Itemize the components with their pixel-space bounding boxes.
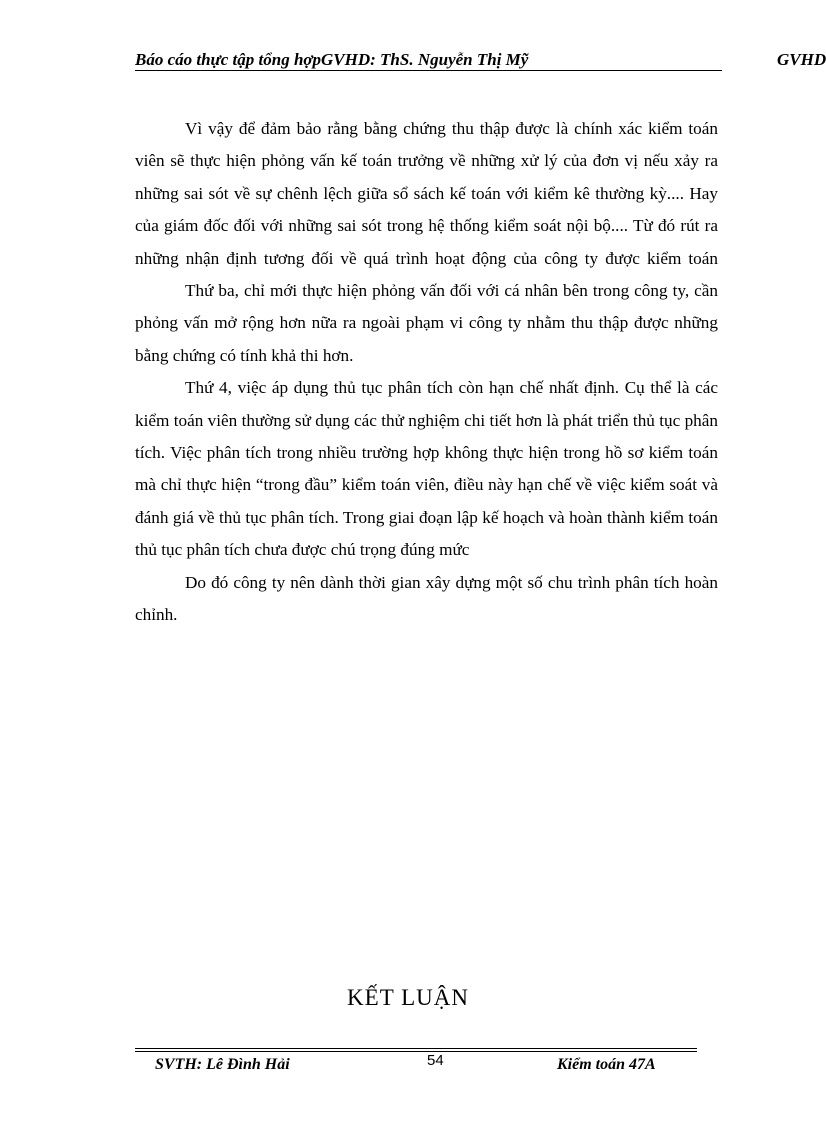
footer-class-name: Kiểm toán 47A xyxy=(557,1056,656,1073)
paragraph-third-point: Thứ ba, chỉ mới thực hiện phỏng vấn đối với cá nhân bên trong công ty, cần phỏng vấn mở rộng hơn nữa ra ngoài phạm vi công ty nhằm thu thập được những bằng chứng có tính khả thi hơn. xyxy=(135,281,718,365)
footer-student-name: SVTH: Lê Đình Hải xyxy=(155,1056,290,1073)
document-body xyxy=(135,113,718,632)
header-rule xyxy=(135,70,722,71)
conclusion-heading: KẾT LUẬN xyxy=(347,985,469,1010)
page-footer xyxy=(135,1054,697,1076)
paragraph-recommendation: Do đó công ty nên dành thời gian xây dựng một số chu trình phân tích hoàn chỉnh. xyxy=(135,572,718,625)
page-number: 54 xyxy=(427,1052,444,1069)
header-right-text: GVHD xyxy=(777,50,826,69)
paragraph-interview: Vì vậy để đảm bảo rằng bằng chứng thu thập được là chính xác kiểm toán viên sẽ thực hiện phỏng vấn kế toán trưởng về những xử lý của đơn vị nếu xảy ra những sai sót về sự chênh lệch giữa sổ sách kế toán với kiểm kê thường kỳ.... Hay của giám đốc đối với những sai sót trong hệ thống kiểm soát nội bộ.... Từ đó rút ra những nhận định tương đối về quá trình hoạt động của công ty được kiểm toán xyxy=(135,119,718,268)
footer-rule xyxy=(135,1048,697,1052)
header-title: Báo cáo thực tập tổng hợpGVHD: ThS. Nguyễn Thị Mỹ xyxy=(135,50,529,69)
paragraph-fourth-point: Thứ 4, việc áp dụng thủ tục phân tích còn hạn chế nhất định. Cụ thể là các kiểm toán viên thường sử dụng các thử nghiệm chi tiết hơn là phát triển thủ tục phân tích. Việc phân tích trong nhiều trường hợp không thực hiện trong hồ sơ kiểm toán mà chỉ thực hiện “trong đầu” kiểm toán viên, điều này hạn chế về việc kiểm soát và đánh giá về thủ tục phân tích. Trong giai đoạn lập kế hoạch và hoàn thành kiểm toán thủ tục phân tích chưa được chú trọng đúng mức xyxy=(135,378,718,560)
